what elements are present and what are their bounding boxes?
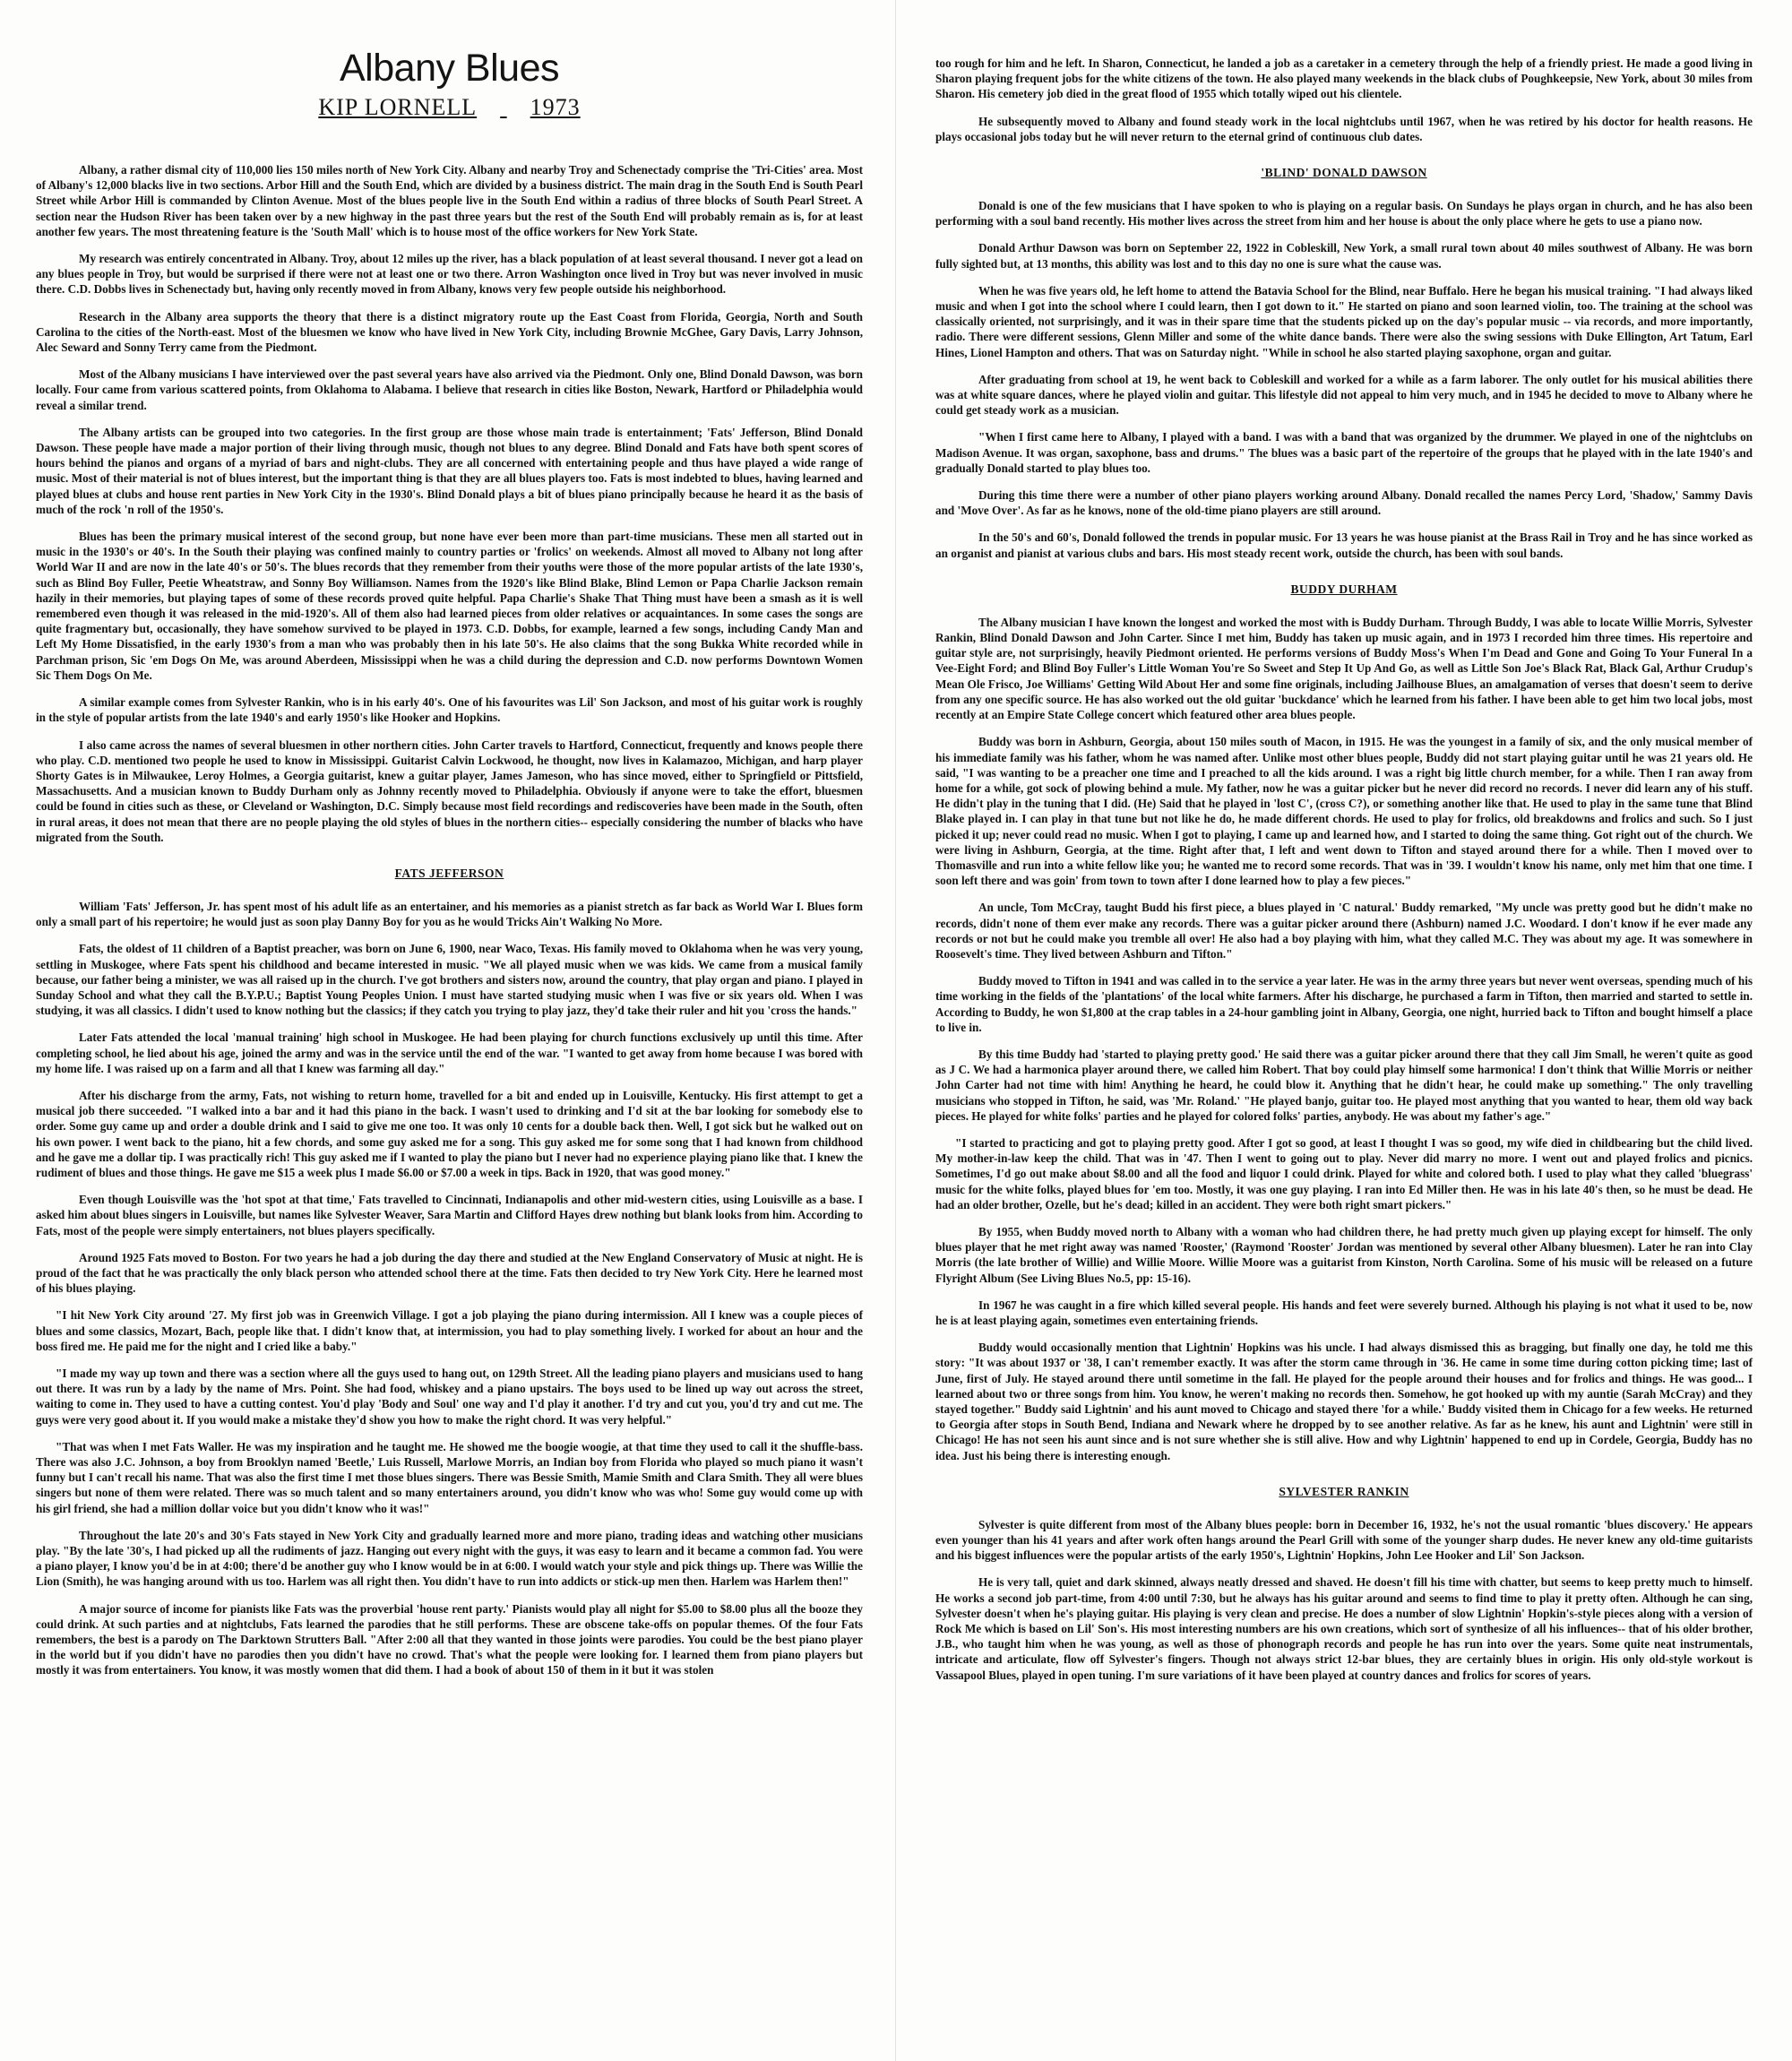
- donald-paragraph: "When I first came here to Albany, I played with a band. I was with a band that was organized by the drummer. We played in one of the nightclubs on Madison Avenue. It was organ, saxophone, bass and drums." The blues was a basic part of the repertoire of the groups that he played with in the late 1940's and gradually Donald started to play blues too.: [935, 430, 1753, 475]
- buddy-paragraph: In 1967 he was caught in a fire which killed several people. His hands and feet were severely burned. Although his playing is not what it used to be, now he is at least playing again, sometimes even entertaining friends.: [935, 1298, 1753, 1327]
- byline: [36, 94, 863, 121]
- article-title: Albany Blues: [340, 47, 559, 90]
- buddy-paragraph: The Albany musician I have known the longest and worked the most with is Buddy Durham. Through Buddy, I was able to locate Willie Morris, Sylvester Rankin, Blind Donald Dawson and John Carter. Since I met him, Buddy has taken up music again, and in 1973 I recorded him three times. His repertoire and guitar style are, not surprisingly, heavily Piedmont oriented. He performs versions of Buddy Moss's When I'm Dead and Gone and Going To Your Funeral In a Vee-Eight Ford; and Blind Boy Fuller's Little Woman You're So Sweet and Step It Up And Go, as well as Little Son Joe's Black Rat, Black Gal, Arthur Crudup's Mean Ole Frisco, Joe Williams' Getting Wild About Her and some fine originals, including Jailhouse Blues, an amalgamation of verses that doesn't seem to derive from any one specific source. He has also worked out the old guitar 'buckdance' which he learned from his father. I have been able to get him two local jobs, most recently at an Empire State College concert which featured other area blues people.: [935, 615, 1753, 722]
- fats-quote: "I made my way up town and there was a section where all the guys used to hang out, on 129th Street. All the leading piano players and musicians used to hang out there. It was run by a lady by the name of Mrs. Point. She had food, whiskey and a piano upstairs. The boys used to be lined up way out across the street, waiting to come in. They used to have a cutting contest. You'd play 'Body and Soul' one way and I'd play it another. I'd try and cut you, you'd try and cut me. The guys were very good about it. If you would make a mistake they'd show you how to make the right chord. It was very helpful.": [36, 1367, 863, 1427]
- sylvester-paragraph: Sylvester is quite different from most of the Albany blues people: born in December 16, 1932, he's not the usual romantic 'blues discovery.' He appears even younger than his 41 years and after work often hangs around the Pearl Grill with some of the younger sharp dudes. He never knew any old-time guitarists and his biggest influences were the popular artists of the early 1950's, Lightnin' Hopkins, John Lee Hooker and Lil' Son Jackson.: [935, 1517, 1753, 1563]
- buddy-paragraph: Buddy would occasionally mention that Lightnin' Hopkins was his uncle. I had always dismissed this as bragging, but finally one day, he told me this story: "It was about 1937 or '38, I can't remember exactly. It was after the storm came through in '36. He came in some time during cotton picking time; last of June, first of July. He stayed around there until sometime in the fall. He played for the people around their houses and for frolics and things. He was good... I learned about two or three songs from him. You know, he weren't making no records then. Somehow, he got hooked up with my auntie (Sarah McCray) and they stayed together." Buddy said Lightnin' and his aunt moved to Chicago and stayed there 'for a while.' Buddy visited them in Chicago for a few weeks. He returned to Georgia after stops in South Bend, Indiana and Newark where he dropped by to see another relative. As far as he knew, his aunt and Lightnin' were still in Chicago! He has not seen his aunt since and is not sure whether she is still alive. How and why Lightnin' happened to end up in Cordele, Georgia, Buddy has no idea. Just his being there is interesting enough.: [935, 1341, 1753, 1462]
- donald-paragraph: In the 50's and 60's, Donald followed the trends in popular music. For 13 years he was house pianist at the Brass Rail in Troy and he has since worked as an organist and pianist at various clubs and bars. His most steady recent work, outside the church, has been with soul bands.: [935, 530, 1753, 560]
- donald-paragraph: During this time there were a number of other piano players working around Albany. Donald recalled the names Percy Lord, 'Shadow,' Sammy Davis and 'Move Over'. As far as he knows, none of the old-time piano players are still around.: [935, 488, 1753, 518]
- section-heading-blind-donald-dawson: 'BLIND' DONALD DAWSON: [1261, 166, 1427, 180]
- intro-paragraph: A similar example comes from Sylvester Rankin, who is in his early 40's. One of his favourites was Lil' Son Jackson, and most of his guitar work is roughly in the style of popular artists from the late 1940's and early 1950's like Hooker and Hopkins.: [36, 695, 863, 725]
- intro-paragraph: I also came across the names of several bluesmen in other northern cities. John Carter travels to Hartford, Connecticut, frequently and knows people there who play. C.D. mentioned two people he used to know in Mississippi. Guitarist Calvin Lockwood, he thought, now lives in Kalamazoo, Michigan, and harp player Shorty Gates is in Milwaukee, Leroy Holmes, a Georgia guitarist, knew a guitar player, James Jameson, who has since moved, either to Springfield or Pittsfield, Massachusetts. And a musician known to Buddy Durham only as Johnny recently moved to Philadelphia. Obviously if anyone were to take the effort, bluesmen could be found in cities such as these, or Cleveland or Washington, D.C. Simply because most field recordings and rediscoveries have been made in the South, often in rural areas, it does not mean that there are no people playing the old styles of blues in the northern cities-- especially considering the number of blacks who have migrated from the South.: [36, 737, 863, 844]
- buddy-paragraph: By this time Buddy had 'started to playing pretty good.' He said there was a guitar picker around there that they call Jim Small, he weren't quite as good as J C. We had a harmonica player around there, we called him Robert. That boy could play himself some harmonica! I don't think that Willie Morris or neither John Carter had not time with him! Anything he heard, he could blow it. Anything that he didn't hear, he could make up something." The only travelling musicians who stopped in Tifton, he said, was 'Mr. Roland.' "He played banjo, guitar too. He played most anything that you wanted to hear, them old way back pieces. He played for white folks' parties and he played for colored folks' parties, anybody. He was about my father's age.": [935, 1047, 1753, 1123]
- intro-paragraph: Most of the Albany musicians I have interviewed over the past several years have also arrived via the Piedmont. Only one, Blind Donald Dawson, was born locally. Four came from various scattered points, from Oklahoma to Alabama. I believe that research in cities like Boston, Newark, Hartford or Philadelphia would reveal a similar trend.: [36, 367, 863, 412]
- donald-paragraph: Donald is one of the few musicians that I have spoken to who is playing on a regular basis. On Sundays he plays organ in church, and he has also been performing with a soul band recently. His mother lives across the street from him and her house is about the only place where he gets to use a piano now.: [935, 199, 1753, 229]
- buddy-paragraph: Buddy was born in Ashburn, Georgia, about 150 miles south of Macon, in 1915. He was the youngest in a family of six, and the only musical member of his immediate family was his father, whom he was named after. Unlike most other blues people, Buddy did not start playing guitar until he was 21 years old. He said, "I was wanting to be a preacher one time and I preached to all the kids around. I was a right big little church member, for a while. Then I ran away from home for a while, got sock of plowing behind a mule. My father, now he was a guitar picker but he never did record no records. I never did learn any of his stuff. He didn't play in the tuning that I did. (He) Said that he played in 'lost C', (cross C?), or something another like that. He used to play in the same tune that Blind Blake played in. I can play in that tune but not like he do, he made different chords. He used to play for frolics, old breakdowns and frolics and such. So I just picked it up; never could read no music. When I got to playing, I came up and learned how, and I started to doing the same thing. Got right out of the church. We were living in Ashburn, Georgia, at the time. Right after that, I left and went down to Tifton and stayed around there for a while. Then I moved over to Thomasville and run into a white fellow like you; he wanted me to record some records. That was in '39. I wouldn't know his name, only met him that one time. I soon left there and was goin' from town to town after I done learned how to play a few pieces.": [935, 735, 1753, 888]
- donald-paragraph: Donald Arthur Dawson was born on September 22, 1922 in Cobleskill, New York, a small rural town about 40 miles southwest of Albany. He was born fully sighted but, at 13 months, this ability was lost and to this day no one is sure what the cause was.: [935, 241, 1753, 271]
- fats-quote: "I hit New York City around '27. My first job was in Greenwich Village. I got a job playing the piano during intermission. All I knew was a couple pieces of blues and some classics, Mozart, Bach, people like that. I didn't know that, at intermission, you had to play something lively. I worked for about an hour and the boss fired me. He paid me for the night and I cried like a baby.": [36, 1308, 863, 1353]
- fats-quote: "That was when I met Fats Waller. He was my inspiration and he taught me. He showed me the boogie woogie, at that time they used to call it the shuffle-bass. There was also J.C. Johnson, a boy from Brooklyn named 'Beetle,' Luis Russell, Marlowe Morris, an Indian boy from Florida who played so much piano it wasn't funny but I can't recall his name. That was also the first time I met those blues singers. There was Bessie Smith, Mamie Smith and Clara Smith. They all were blues singers but none of them were related. There was so much talent and so many entertainers around, you didn't know who was who! Some guy would come up with his girl friend, she had a million dollar voice but you didn't know who it was!": [36, 1439, 863, 1515]
- continued-paragraph: He subsequently moved to Albany and found steady work in the local nightclubs until 1967, when he was retired by his doctor for health reasons. He plays occasional jobs today but he will never return to the eternal grind of continuous club dates.: [935, 114, 1753, 143]
- buddy-quote: "I started to practicing and got to playing pretty good. After I got so good, at least I thought I was so good, my wife died in childbearing but the child lived. My mother-in-law keep the child. That was in '47. Then I went to going out to play. Never did marry no more. I went out and played frolics and picnics. Sometimes, I'd go out make about $8.00 and all the food and liquor I could drink. Played for white and colored both. I used to play what they called 'bluegrass' music for the white folks, played blues for 'em too. Mostly, it was one guy playing. I ran into Ed Miller then. He was in his late 40's then, so he must be dead. He had an older brother, Ozelle, but he's dead; killed in an accident. They were both right smart pickers.": [935, 1135, 1753, 1212]
- intro-paragraph: Research in the Albany area supports the theory that there is a distinct migratory route up the East Coast from Florida, Georgia, North and South Carolina to the cities of the North-east. Most of the bluesmen we know who have lived in New York City, including Brownie McGhee, Gary Davis, Larry Johnson, Alec Seward and Sonny Terry came from the Piedmont.: [36, 309, 863, 355]
- fats-paragraph: After his discharge from the army, Fats, not wishing to return home, travelled for a bit and ended up in Louisville, Kentucky. His first attempt to get a musical job there succeeded. "I walked into a bar and it had this piano in the back. I wasn't used to drinking and I'd sit at the bar looking for somebody else to order. Some guy came up and order a double drink and I said to give me one too. It was only 10 cents for a double back then. Well, I got sick but he walked out on his own power. I went back to the piano, hit a few chords, and some guy asked me for a song. This guy asked me for some song that I had known from childhood and he gave me a dollar tip. I was practically rich! This guy asked me if I wanted to play the piano but I never had no experience playing piano like that. I knew the rudiment of blues and those things. He gave me $15 a week plus I made $6.00 or $7.00 a week in tips. Back in 1920, that was good money.": [36, 1088, 863, 1179]
- section-heading-sylvester-rankin: SYLVESTER RANKIN: [1279, 1484, 1409, 1498]
- buddy-paragraph: An uncle, Tom McCray, taught Budd his first piece, a blues played in 'C natural.' Buddy remarked, "My uncle was pretty good but he didn't make no records, didn't none of them ever make any records. There was a guitar picker around there (Ashburn) named J.C. Woodard. I don't know if he ever made any records or not but he could make you tremble all over! He also had a boy playing with him, what they called M.C. They was about my age. It was somewhere in Roosevelt's time. They lived between Ashburn and Tifton.": [935, 901, 1753, 961]
- intro-paragraph: My research was entirely concentrated in Albany. Troy, about 12 miles up the river, has a black population of at least several thousand. I never got a lead on any blues people in Troy, but would be surprised if there were not at least one or two there. Arron Washington once lived in Troy but was never involved in music there. C.D. Dobbs lives in Schenectady but, having only recently moved in from Albany, knows very few people outside his neighborhood.: [36, 252, 863, 297]
- buddy-paragraph: By 1955, when Buddy moved north to Albany with a woman who had children there, he had pretty much given up playing except for himself. The only blues player that he met right away was named 'Rooster,' (Raymond 'Rooster' Jordan was mentioned by several other Albany bluesmen). Later he ran into Clay Morris (the late brother of Willie) and Willie Moore. Willie Moore was a guitarist from Kinston, North Carolina. Some of his music will be released on a future Flyright Album (See Living Blues No.5, pp: 15-16).: [935, 1224, 1753, 1285]
- intro-paragraph: Albany, a rather dismal city of 110,000 lies 150 miles north of New York City. Albany and nearby Troy and Schenectady comprise the 'Tri-Cities' area. Most of Albany's 12,000 blacks live in two sections. Arbor Hill and the South End, which are divided by a business district. The main drag in the South End is South Pearl Street while Arbor Hill is commanded by Clinton Avenue. Most of the blues people live in the South End within a radius of three blocks of South Pearl Street. A section near the Hudson River has been taken over by a new highway in the past three years but the rest of the South End will probably remain as is, for at least another few years. The most threatening feature is the 'South Mall' which is to house most of the office workers for New York State.: [36, 163, 863, 238]
- fats-paragraph: William 'Fats' Jefferson, Jr. has spent most of his adult life as an entertainer, and his memories as a pianist stretch as far back as World War I. Blues form only a small part of his repertoire; he would just as soon play Danny Boy for you as he would Tricks Ain't Walking No More.: [36, 899, 863, 929]
- publication-year: 1973: [530, 94, 581, 120]
- sylvester-paragraph: He is very tall, quiet and dark skinned, always neatly dressed and shaved. He doesn't fill his time with chatter, but seems to keep pretty much to himself. He works a second job part-time, from 4:00 until 7:30, but he always has his guitar around and seems to find time to play it pretty often. Although he can sing, Sylvester doesn't when he's playing guitar. His playing is very clean and precise. He does a number of slow Lightnin' Hopkin's-style pieces along with a version of Rock Me which is based on Lil' Son's. His most interesting numbers are his own creations, which sort of synthesize of all his influences-- that of his older brother, J.B., who taught him when he was young, as well as those of phonograph records and people he has run into over the years. Some quite neat instrumentals, intricate and articulate, flow off Sylvester's fingers. Though not always strict 12-bar blues, they are certainly blues in origin. His only old-style workout is Vassapool Blues, played in open tuning. I'm sure variations of it have been played at country dances and frolics for scores of years.: [935, 1575, 1753, 1682]
- fats-paragraph: Around 1925 Fats moved to Boston. For two years he had a job during the day there and studied at the New England Conservatory of Music at night. He is proud of the fact that he was practically the only black person who attended school there at the time. Fats then decided to try New York City. Here he learned most of his blues playing.: [36, 1250, 863, 1296]
- fats-paragraph: Throughout the late 20's and 30's Fats stayed in New York City and gradually learned more and more piano, trading ideas and watching other musicians play. "By the late '30's, I had picked up all the rudiments of jazz. Hanging out every night with the guys, it was easy to learn and it became a common fad. You were a piano player, I know you'd be in at 4:00; there'd be another guy who I know would be in at 6:00. I would watch your style and pick things up. There was Willie the Lion (Smith), he was hanging around with us too. Harlem was all right then. You didn't have to run into addicts or stick-up men then. Harlem was Harlem then!": [36, 1528, 863, 1589]
- fats-paragraph: A major source of income for pianists like Fats was the proverbial 'house rent party.' Pianists would play all night for $5.00 to $8.00 plus all the booze they could drink. At such parties and at nightclubs, Fats learned the parodies that he still performs. These are obscene take-offs on popular themes. Of the four Fats remembers, the best is a parody on The Darktown Strutters Ball. "After 2:00 all that they wanted in those joints were parodies. You could be the best piano player in the world but if you didn't have no parodies then you didn't have no crowd. That's what the people were looking for. I learned them from piano players but mostly it was from entertainers. You know, it was mostly women that did them. I had a book of about 150 of them in it but it was stolen: [36, 1601, 863, 1677]
- fats-paragraph: Fats, the oldest of 11 children of a Baptist preacher, was born on June 6, 1900, near Waco, Texas. His family moved to Oklahoma when he was very young, settling in Muskogee, where Fats spent his childhood and became interested in music. "We all played music when we was kids. We came from a musical family because, our father being a minister, we was all raised up in the church. I've got brothers and sisters now, around the country, that play organ and piano. I played in Sunday School and what they call the B.Y.P.U.; Baptist Young Peoples Union. I must have started studying music when I was five or six years old. When I was studying, it was all classics. I didn't used to know nothing but the classics; if they catch you trying to play jazz, they'd take their ruler and hit you 'cross the hands.": [36, 942, 863, 1018]
- intro-paragraph: Blues has been the primary musical interest of the second group, but none have ever been more than part-time musicians. These men all started out in music in the 1930's or 40's. In the South their playing was confined mainly to country parties or 'frolics' on weekends. Almost all moved to Albany not long after World War II and are now in the late 40's or 50's. The blues records that they remember from their youths were those of the more popular artists of the late 1930's, such as Blind Boy Fuller, Peetie Wheatstraw, and Sonny Boy Williamson. Names from the 1920's like Blind Blake, Blind Lemon or Papa Charlie Jackson remain hazily in their memories, but playing tapes of some of these records proved quite helpful. Papa Charlie's Shake That Thing must have been a smash as it is well remembered even though it was released in the mid-1920's. All of them also had learned pieces from older relatives or acquaintances. In some cases the songs are quite fragmentary but, occasionally, they have somehow survived to be played in 1973. C.D. Dobbs, for example, learned a few songs, including Candy Man and Left My Home Dissatisfied, in the early 1930's from a man who was probably then in his late 50's. He also claims that the song Bukka White recorded while in Parchman prison, Sic 'em Dogs On Me, was around Aberdeen, Mississippi when he was a child during the depression and C.D. now performs Downtown Women Sic Them Dogs On Me.: [36, 530, 863, 682]
- donald-paragraph: After graduating from school at 19, he went back to Cobleskill and worked for a while as a farm laborer. The only outlet for his musical abilities there was at white square dances, where he played violin and guitar. This lifestyle did not appeal to him very much, and in 1945 he decided to move to Albany where he could get steady work as a musician.: [935, 372, 1753, 418]
- fats-paragraph: Later Fats attended the local 'manual training' high school in Muskogee. He had been playing for church functions exclusively up until this time. After completing school, he lied about his age, joined the army and was in the service until the end of the war. "I wanted to get away from home because I was bored with my home life. I was raised up on a farm and all that I knew was farming all day.": [36, 1030, 863, 1075]
- fats-paragraph: Even though Louisville was the 'hot spot at that time,' Fats travelled to Cincinnati, Indianapolis and other mid-western cities, using Louisville as a base. I asked him about blues singers in Louisville, but names like Sylvester Weaver, Sara Martin and Clifford Hayes drew nothing but blank looks from him. According to Fats, most of the people were simply entertainers, not blues players specifically.: [36, 1193, 863, 1237]
- donald-paragraph: When he was five years old, he left home to attend the Batavia School for the Blind, near Buffalo. Here he began his musical training. "I had always liked music and when I got into the school where I could learn, then I got down to it." He started on piano and soon learned violin, too. The training at the school was classically oriented, not surprisingly, and it was in their spare time that the students picked up on the day's popular music -- via records, and more importantly, radio. There were different sessions, Glenn Miller and some of the white dance bands. There were also the swing sessions with Duke Ellington, Art Tatum, Earl Hines, Lionel Hampton and others. That was on Saturday night. "While in school he also started playing saxophone, organ and guitar.: [935, 283, 1753, 359]
- continued-paragraph: too rough for him and he left. In Sharon, Connecticut, he landed a job as a caretaker in a cemetery through the help of a friendly priest. He made a good living in Sharon playing frequent jobs for the white citizens of the town. He also played many weekends in the black clubs of Poughkeepsie, New York, about 30 miles from Sharon. His cemetery job died in the great flood of 1955 which totally wiped out his clientele.: [935, 56, 1753, 101]
- section-heading-buddy-durham: BUDDY DURHAM: [1290, 582, 1398, 596]
- section-heading-fats-jefferson: FATS JEFFERSON: [394, 866, 504, 880]
- right-page: [896, 0, 1792, 2061]
- intro-paragraph: The Albany artists can be grouped into two categories. In the first group are those whose main trade is entertainment; 'Fats' Jefferson, Blind Donald Dawson. These people have made a major portion of their living through music, though not blues to any degree. Blind Donald and Fats have both spent scores of hours behind the pianos and organs of a myriad of bars and night-clubs. They are all concerned with entertaining people and thus have played a wide range of music. Most of their material is not of blues interest, but the important thing is that they are all blues players too. Fats is most indebted to blues, having learned and played blues at clubs and house rent parties in New York City in the 1930's. Blind Donald plays a bit of blues piano principally because he heard it as the basis of much of the rock 'n roll of the 1950's.: [36, 425, 863, 516]
- buddy-paragraph: Buddy moved to Tifton in 1941 and was called in to the service a year later. He was in the army three years but never went overseas, spending much of his time working in the fields of the 'plantations' of the local white farmers. After his discharge, he purchased a farm in Tifton, then married and started to settle in. According to Buddy, he won $1,800 at the crap tables in a 24-hour gambling joint in Albany, Georgia, one night, hurried back to Tifton and bought himself a place to live in.: [935, 974, 1753, 1034]
- author-name: KIP LORNELL: [318, 94, 478, 120]
